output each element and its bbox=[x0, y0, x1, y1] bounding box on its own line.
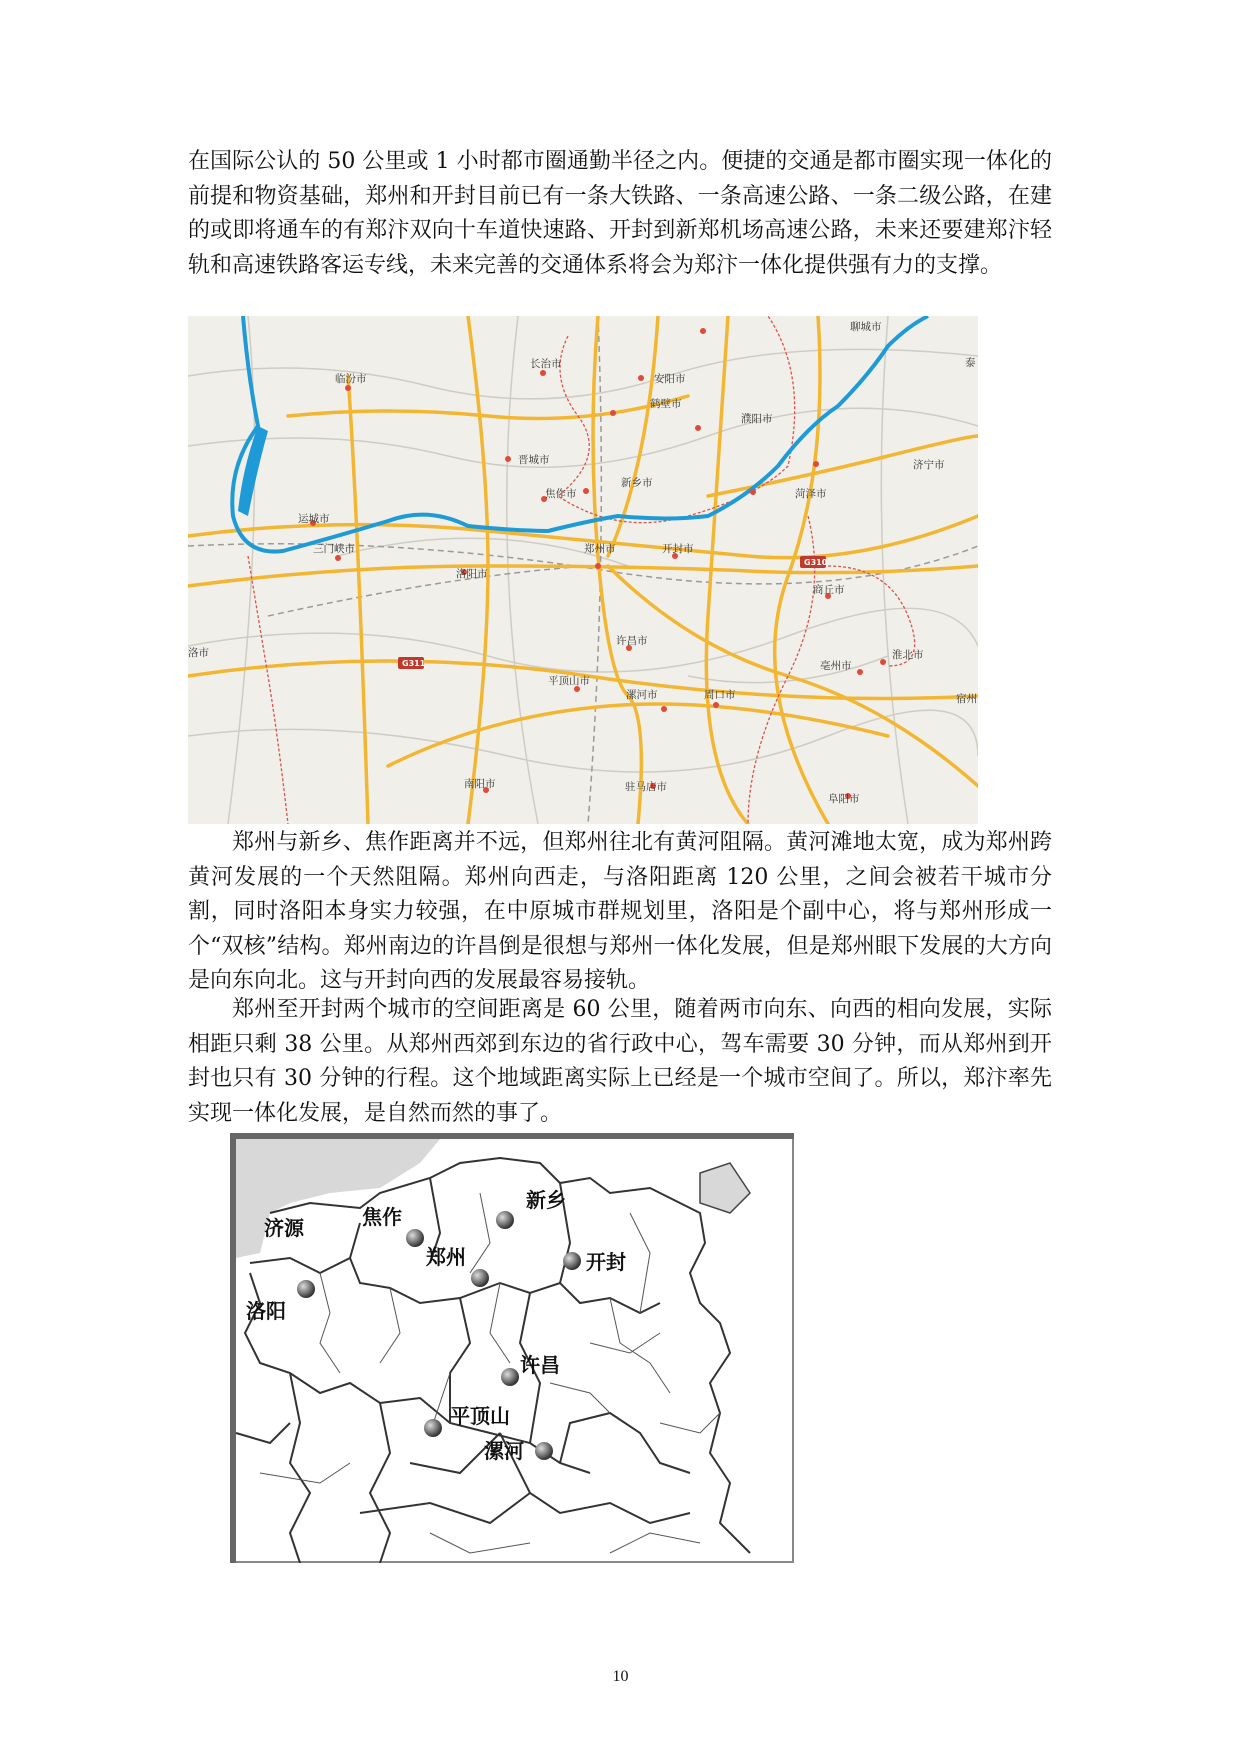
city-label-zhoukou: 周口市 bbox=[704, 689, 736, 701]
region-label-xuchang: 许昌 bbox=[520, 1353, 560, 1377]
region-label-pingdingshan: 平顶山 bbox=[450, 1404, 510, 1428]
city-label-jiaozuo: 焦作市 bbox=[545, 488, 577, 500]
city-label-bozhou: 亳州市 bbox=[820, 660, 852, 672]
city-label-luohe: 漯河市 bbox=[626, 689, 658, 701]
city-label-puyang: 濮阳市 bbox=[741, 413, 773, 425]
page-number: 10 bbox=[612, 1668, 629, 1685]
city-label-xuchang: 许昌市 bbox=[616, 635, 648, 647]
city-label-liaocheng: 聊城市 bbox=[850, 321, 882, 333]
city-label-jincheng: 晋城市 bbox=[518, 454, 550, 466]
city-label-shangluo: 洛市 bbox=[188, 647, 209, 659]
city-label-shangqiu: 商丘市 bbox=[813, 584, 845, 596]
city-label-jining: 济宁市 bbox=[913, 459, 945, 471]
city-label-heze: 菏泽市 bbox=[795, 488, 827, 500]
city-label-kaifeng: 开封市 bbox=[662, 543, 694, 555]
city-label-yuncheng: 运城市 bbox=[298, 513, 330, 525]
paragraph-intro: 在国际公认的 50 公里或 1 小时都市圈通勤半径之内。便捷的交通是都市圈实现一体化的前提和物资基础，郑州和开封目前已有一条大铁路、一条高速公路、一条二级公路，在建的或即将通车的有郑汴双向十车道快速路、开封到新郑机场高速公路，未来还要建郑汴轻轨和高速铁路客运专线，未来完善的交通体系将会为郑汴一体化提供强有力的支撑。 bbox=[188, 149, 1052, 278]
city-label-tai: 泰 bbox=[965, 357, 976, 369]
region-label-luoyang: 洛阳 bbox=[246, 1299, 286, 1323]
city-label-sanmenxia: 三门峡市 bbox=[313, 543, 355, 555]
city-label-pingdingshan: 平顶山市 bbox=[548, 675, 590, 687]
paragraph-geography: 郑州与新乡、焦作距离并不远，但郑州往北有黄河阻隔。黄河滩地太宽，成为郑州跨黄河发展的一个天然阻隔。郑州向西走，与洛阳距离 120 公里，之间会被若干城市分割，同时洛阳本身实力较强，在中原城市群规划里，洛阳是个副中心，将与郑州形成一个“双核”结构。郑州南边的许昌倒是很想与郑州一体化发展，但是郑州眼下发展的大方向是向东向北。这与开封向西的发展最容易接轨。 bbox=[188, 830, 1052, 993]
city-label-nanyang: 南阳市 bbox=[464, 778, 496, 790]
city-label-xinxiang: 新乡市 bbox=[621, 477, 653, 489]
city-label-luoyang: 洛阳市 bbox=[456, 568, 488, 580]
road-shield-g311: G311 bbox=[402, 659, 426, 668]
city-label-linfen: 临汾市 bbox=[335, 373, 367, 385]
city-label-huaibei: 淮北市 bbox=[892, 649, 924, 661]
region-label-jiaozuo: 焦作 bbox=[362, 1205, 402, 1229]
region-label-kaifeng: 开封 bbox=[586, 1250, 626, 1274]
city-label-changzhi: 长治市 bbox=[530, 358, 562, 370]
region-label-zhengzhou: 郑州 bbox=[426, 1245, 466, 1269]
region-label-xinxiang: 新乡 bbox=[526, 1188, 566, 1212]
paragraph-distance: 郑州至开封两个城市的空间距离是 60 公里，随着两市向东、向西的相向发展，实际相距只剩 38 公里。从郑州西郊到东边的省行政中心，驾车需要 30 分钟，而从郑州到开封也只有 30 分钟的行程。这个地域距离实际上已经是一个城市空间了。所以，郑汴率先实现一体化发展，是自然而然的事了。 bbox=[188, 997, 1052, 1126]
city-label-zhengzhou: 郑州市 bbox=[584, 543, 616, 555]
city-label-anyang: 安阳市 bbox=[654, 373, 686, 385]
city-label-fuyang: 阜阳市 bbox=[828, 793, 860, 805]
city-label-suzhou: 宿州 bbox=[956, 693, 977, 705]
region-map-image bbox=[230, 1133, 794, 1563]
region-label-jiyuan: 济源 bbox=[264, 1216, 304, 1240]
city-label-hebi: 鹤壁市 bbox=[650, 398, 682, 410]
road-shield-g310: G310 bbox=[804, 558, 828, 567]
road-map-image bbox=[188, 316, 978, 824]
region-label-luohe: 漯河 bbox=[484, 1439, 524, 1463]
city-label-zhumadian: 驻马店市 bbox=[625, 781, 667, 793]
